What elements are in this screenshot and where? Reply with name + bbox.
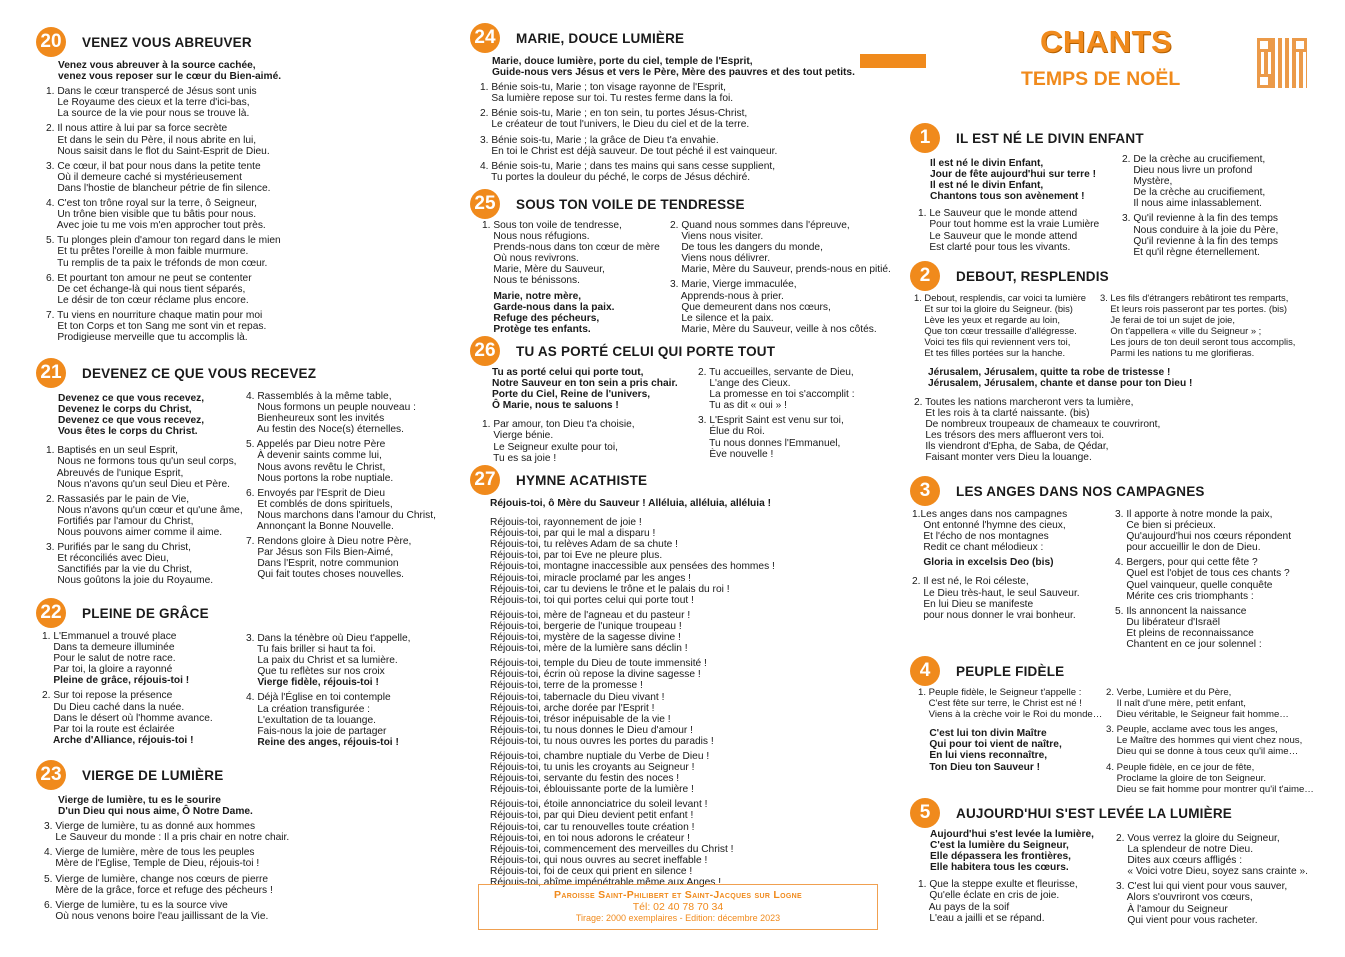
verse: 3. Qu'il revienne à la fin des temps Nous conduire à la joie du Père, Qu'il revienne à la fin des temps Et qu'il règne éternellement. xyxy=(1122,213,1279,258)
song-2 xyxy=(910,260,1330,467)
qr-code-icon xyxy=(1257,38,1307,88)
verse: 2. De la crèche au crucifiement, Dieu nous livre un profond Mystère, De la crèche au crucifiement, Il nous aime inlassablement. xyxy=(1122,154,1266,210)
verse: 2. Sur toi repose la présence Du Dieu caché dans la nuée. Dans le désert où l'homme avance. Par toi la route est éclairée xyxy=(42,690,213,735)
verse: 7. Tu viens en nourriture chaque matin pour moi Et ton Corps et ton Sang me sont vin et repas. Prodigieuse merveille que tu accomplis là. xyxy=(46,309,267,344)
song-number: 24 xyxy=(470,23,500,53)
verse: 2. Vous verrez la gloire du Seigneur, La splendeur de notre Dieu. Dites aux cœurs affligés : « Voici votre Dieu, soyez sans crainte ». xyxy=(1116,833,1308,878)
refrain: Reine des anges, réjouis-toi ! xyxy=(246,736,399,748)
verse: Réjouis-toi, rayonnement de joie ! Réjouis-toi, par qui le mal a disparu ! Réjouis-toi, tu relèves Adam de sa chute ! Réjouis-toi, par toi Eve ne pleure plus. Réjouis-toi, montagne inaccessible aux pensées des hommes ! Réjouis-toi, miracle proclamé par les anges ! Réjouis-toi, car tu deviens le trône et le palais du roi ! Réjouis-toi, toi qui portes celui qui porte tout ! xyxy=(490,517,775,606)
verse: 3. Les fils d'étrangers rebâtiront tes remparts, Et leurs rois passeront par tes portes. (bis) Je ferai de toi un sujet de joie, On t'appellera « ville du Seigneur » ; Les jours de ton deuil seront tous accomplis, Parmi les nations tu me glorifieras. xyxy=(1100,292,1296,359)
song-title: AUJOURD'HUI S'EST LEVÉE LA LUMIÈRE xyxy=(956,805,1232,821)
verse: 1. Que la steppe exulte et fleurisse, Qu'elle éclate en cris de joie. Au pays de la soif L'eau a jailli et se répand. xyxy=(918,879,1078,924)
song-number: 2 xyxy=(910,261,940,291)
song-number: 23 xyxy=(36,760,66,790)
verse: 5. Ils annoncent la naissance Du libérateur d'Israël Et pleins de reconnaissance Chantent en ce jour solennel : xyxy=(1115,605,1262,651)
song-3 xyxy=(910,475,1330,654)
refrain: Vierge fidèle, réjouis-toi ! xyxy=(246,677,379,689)
song-1 xyxy=(910,122,1320,262)
verse: 5. Appelés par Dieu notre Père À devenir saints comme lui, Nous avons revêtu le Christ, Nous portons la robe nuptiale. xyxy=(246,439,394,484)
song-26 xyxy=(470,335,890,468)
refrain: Il est né le divin Enfant, Jour de fête aujourd'hui sur terre ! Il est né le divin Enfant, Chantons tous son avènement ! xyxy=(930,158,1097,203)
song-number: 27 xyxy=(470,465,500,495)
verse: 2. Il nous attire à lui par sa force secrète Et dans le sein du Père, il nous abrite en lui, Nous saisit dans le flot du Saint-Esprit de Dieu. xyxy=(46,123,270,157)
verse: 3. Ce cœur, il bat pour nous dans la petite tente Où il demeure caché si mystérieusement Dans l'hostie de blancheur pétrie de fin silence. xyxy=(46,160,271,194)
refrain: Vierge de lumière, tu es le sourire D'un Dieu qui nous aime, Ô Notre Dame. xyxy=(58,795,253,818)
song-title: LES ANGES DANS NOS CAMPAGNES xyxy=(956,483,1205,499)
verse: 2. Toutes les nations marcheront vers ta lumière, Et les rois à ta clarté naissante. (bis) De nombreux troupeaux de chameaux te couvriront, Les trésors des mers afflueront vers toi. Ils viendront d'Epha, de Saba, de Qédar, Faisant monter vers Dieu la louange. xyxy=(914,396,1161,464)
verse: 6. Et pourtant ton amour ne peut se contenter De cet échange-là qui nous tient séparés, Le désir de ton cœur réclame plus encore. xyxy=(46,272,252,306)
song-20 xyxy=(36,26,446,347)
song-title: HYMNE ACATHISTE xyxy=(516,472,648,488)
verse: 3. Bénie sois-tu, Marie ; la grâce de Dieu t'a envahie. En toi le Christ est déjà sauveur. De tout péché il est vainqueur. xyxy=(480,134,778,157)
verse: 5. Tu plonges plein d'amour ton regard dans le mien Et tu prêtes l'oreille à mon faible murmure. Tu remplis de ta paix le tréfonds de mon cœur. xyxy=(46,235,281,269)
verse: Réjouis-toi, temple du Dieu de toute immensité ! Réjouis-toi, écrin où repose la divine sagesse ! Réjouis-toi, terre de la promesse ! Réjouis-toi, tabernacle du Dieu vivant ! Réjouis-toi, arche dorée par l'Esprit ! Réjouis-toi, trésor inépuisable de la vie ! Réjouis-toi, tu nous donnes le Dieu d'amour ! Réjouis-toi, tu nous ouvres les portes du paradis ! xyxy=(490,658,714,747)
refrain: Marie, notre mère, Garde-nous dans la paix. Refuge des pécheurs, Protège tes enfants. xyxy=(493,290,615,335)
song-title: PEUPLE FIDÈLE xyxy=(956,663,1065,679)
verse: Réjouis-toi, mère de l'agneau et du pasteur ! Réjouis-toi, bergerie de l'unique troupeau ! Réjouis-toi, mystère de la sagesse divine ! Réjouis-toi, mère de la lumière sans déclin ! xyxy=(490,609,691,655)
verse: 2. Quand nous sommes dans l'épreuve, Viens nous visiter. De tous les dangers du monde, Viens nous délivrer. Marie, Mère du Sauveur, prends-nous en pitié. xyxy=(670,220,891,276)
song-4 xyxy=(910,655,1330,799)
song-title: MARIE, DOUCE LUMIÈRE xyxy=(516,30,685,46)
refrain: Aujourd'hui s'est levée la lumière, C'est la lumière du Seigneur, Elle dépassera les frontières, Elle habitera tous les cœurs. xyxy=(930,829,1094,874)
refrain: Gloria in excelsis Deo (bis) xyxy=(912,557,1054,569)
verse: 5. Vierge de lumière, change nos cœurs de pierre Mère de la grâce, force et refuge des pécheurs ! xyxy=(44,873,273,896)
verse: 1. Baptisés en un seul Esprit, Nous ne formons tous qu'un seul corps, Abreuvés de l'unique Esprit, Nous n'avons qu'un seul Dieu et Père. xyxy=(46,445,237,490)
page-subtitle: TEMPS DE NOËL xyxy=(1021,68,1181,90)
song-number: 20 xyxy=(36,27,66,57)
verse: 2. Tu accueilles, servante de Dieu, L'ange des Cieux. La promesse en toi s'accomplit : Tu as dit « oui » ! xyxy=(698,367,855,412)
verse: 6. Envoyés par l'Esprit de Dieu Et comblés de dons spirituels, Nous marchons dans l'amour du Christ, Annonçant la Bonne Nouvelle. xyxy=(246,487,436,533)
song-number: 21 xyxy=(36,358,66,388)
song-25 xyxy=(470,188,890,339)
verse: 4. Peuple fidèle, en ce jour de fête, Proclame la gloire de ton Seigneur. Dieu se fait homme pour montrer qu'il t'aime… xyxy=(1106,761,1314,795)
refrain: C'est lui ton divin Maître Qui pour toi vient de naître, En lui viens reconnaître, Ton Dieu ton Sauveur ! xyxy=(929,728,1062,773)
song-title: IL EST NÉ LE DIVIN ENFANT xyxy=(956,130,1144,146)
verse: 1. Bénie sois-tu, Marie ; ton visage rayonne de l'Esprit, Sa lumière repose sur toi. Tu restes ferme dans la foi. xyxy=(480,82,734,105)
song-24 xyxy=(470,22,880,187)
verse: 1. Dans le cœur transpercé de Jésus sont unis Le Royaume des cieux et la terre d'ici-bas, La source de la vie pour nous se trouve là. xyxy=(46,86,257,120)
song-number: 3 xyxy=(910,476,940,506)
verse: 2. Bénie sois-tu, Marie ; en ton sein, tu portes Jésus-Christ, Le créateur de tout l'univers, le Dieu du ciel et de la terre. xyxy=(480,108,750,131)
verse: 3. Dans la ténèbre où Dieu t'appelle, Tu fais briller si haut ta foi. La paix du Christ et sa lumière. Que tu reflètes sur nos croix xyxy=(246,633,411,678)
verse: 3. Il apporte à notre monde la paix, Ce bien si précieux. Qu'aujourd'hui nos cœurs répondent pour accueillir le don de Dieu. xyxy=(1115,509,1292,554)
verse: Réjouis-toi, chambre nuptiale du Verbe de Dieu ! Réjouis-toi, tu unis les croyants au Seigneur ! Réjouis-toi, servante du festin des noces ! Réjouis-toi, éblouissante porte de la lumière ! xyxy=(490,750,710,796)
refrain: Réjouis-toi, ô Mère du Sauveur ! Alléluia, alléluia, alléluia ! xyxy=(490,498,771,509)
song-22 xyxy=(36,597,456,752)
verse: 1. L'Emmanuel a trouvé place Dans ta demeure illuminée Pour le salut de notre race. Par toi, la gloire a rayonné xyxy=(42,631,177,676)
verse: 1. Le Sauveur que le monde attend Pour tout homme est la vraie Lumière Le Sauveur que le monde attend Est clarté pour tous les vivants. xyxy=(918,208,1100,253)
verse: 4. Rassemblés à la même table, Nous formons un peuple nouveau : Bienheureux sont les invités Au festin des Noce(s) éternelles. xyxy=(246,391,416,436)
verse: 2. Rassasiés par le pain de Vie, Nous n'avons qu'un cœur et qu'une âme, Fortifiés par l'amour du Christ, Nous pouvons aimer comme il aime. xyxy=(46,493,243,539)
verse: 3. C'est lui qui vient pour vous sauver, Alors s'ouvriront vos cœurs, À l'amour du Seigneur Qui vient pour vous racheter. xyxy=(1116,881,1288,926)
song-title: SOUS TON VOILE DE TENDRESSE xyxy=(516,196,745,212)
page-title: CHANTS xyxy=(1040,24,1173,59)
refrain: Marie, douce lumière, porte du ciel, temple de l'Esprit, Guide-nous vers Jésus et vers le Père, Mère des pauvres et des tout petits. xyxy=(492,56,855,79)
song-21 xyxy=(36,357,456,591)
song-number: 25 xyxy=(470,189,500,219)
verse: 1.Les anges dans nos campagnes Ont entonné l'hymne des cieux, Et l'écho de nos montagnes Redit ce chant mélodieux : xyxy=(912,509,1068,554)
verse: 4. Déjà l'Église en toi contemple La création transfigurée : L'exultation de ta louange. Fais-nous la joie de partager xyxy=(246,692,391,737)
song-number: 26 xyxy=(470,336,500,366)
verse: 3. Vierge de lumière, tu as donné aux hommes Le Sauveur du monde : Il a pris chair en notre chair. xyxy=(44,821,290,844)
refrain: Devenez ce que vous recevez, Devenez le corps du Christ, Devenez ce que vous recevez, Vous êtes le corps du Christ. xyxy=(58,393,205,438)
song-number: 1 xyxy=(910,123,940,153)
song-5 xyxy=(910,797,1330,930)
parish-name: Paroisse Saint-Philibert et Saint-Jacques sur Logne xyxy=(554,889,802,901)
verse: 1. Sous ton voile de tendresse, Nous nous réfugions. Prends-nous dans ton cœur de mère Où nous revivrons. Marie, Mère du Sauveur, Nous te bénissons. xyxy=(482,220,660,287)
song-title: VIERGE DE LUMIÈRE xyxy=(82,767,224,783)
verse: 4. C'est ton trône royal sur la terre, ô Seigneur, Un trône bien visible que tu bâtis pour nous. Avec joie tu me vois m'en approcher tout près. xyxy=(46,198,266,232)
verse: 4. Vierge de lumière, mère de tous les peuples Mère de l'Eglise, Temple de Dieu, réjouis-toi ! xyxy=(44,847,260,870)
song-title: VENEZ VOUS ABREUVER xyxy=(82,34,252,50)
song-title: DEBOUT, RESPLENDIS xyxy=(956,268,1109,284)
refrain: Pleine de grâce, réjouis-toi ! xyxy=(42,675,190,687)
song-number: 4 xyxy=(910,656,940,686)
verse: 4. Bénie sois-tu, Marie ; dans tes mains qui sans cesse supplient, Tu portes la douleur du péché, le corps de Jésus déchiré. xyxy=(480,160,776,183)
verse: 7. Rendons gloire à Dieu notre Père, Par Jésus son Fils Bien-Aimé, Dans l'Esprit, notre communion Qui fait toutes choses nouvelles. xyxy=(246,536,412,581)
refrain: Jérusalem, Jérusalem, quitte ta robe de tristesse ! Jérusalem, Jérusalem, chante et danse pour ton Dieu ! xyxy=(928,366,1193,389)
verse: Réjouis-toi, étoile annonciatrice du soleil levant ! Réjouis-toi, par qui Dieu devient petit enfant ! Réjouis-toi, car tu renouvelles toute création ! Réjouis-toi, en toi nous adorons le créateur ! Réjouis-toi, commencement des merveilles du Christ ! Réjouis-toi, qui nous ouvres au secret ineffable ! Réjouis-toi, foi de ceux qui prient en silence ! Réjouis-toi, abîme impénétrable même aux Anges ! xyxy=(490,799,734,888)
refrain: Venez vous abreuver à la source cachée, venez vous reposer sur le cœur du Bien-aimé. xyxy=(58,60,282,83)
verse: 1. Par amour, ton Dieu t'a choisie, Vierge bénie. Le Seigneur exulte pour toi, Tu es sa joie ! xyxy=(482,419,635,464)
song-title: TU AS PORTÉ CELUI QUI PORTE TOUT xyxy=(516,343,776,359)
verse: 1. Peuple fidèle, le Seigneur t'appelle : C'est fête sur terre, le Christ est né ! Viens à la crèche voir le Roi du monde… xyxy=(918,687,1103,721)
refrain: Arche d'Alliance, réjouis-toi ! xyxy=(42,734,194,746)
verse: 3. Marie, Vierge immaculée, Apprends-nous à prier. Que demeurent dans nos cœurs, Le silence et la paix. Marie, Mère du Sauveur, veille à nos côtés. xyxy=(670,279,877,335)
verse: 1. Debout, resplendis, car voici ta lumière Et sur toi la gloire du Seigneur. (bis) Lève les yeux et regarde au loin, Que ton cœur tressaille d'allégresse. Voici tes fils qui reviennent vers toi, Et tes filles portées sur la hanche. xyxy=(914,292,1086,359)
verse: 3. Purifiés par le sang du Christ, Et réconciliés avec Dieu, Sanctifiés par la vie du Christ, Nous goûtons la joie du Royaume. xyxy=(46,542,214,587)
verse: 3. Peuple, acclame avec tous les anges, Le Maître des hommes qui vient chez nous, Dieu qui se donne à tous ceux qu'il aime… xyxy=(1106,724,1303,758)
song-number: 22 xyxy=(36,598,66,628)
verse: 2. Verbe, Lumière et du Père, Il naît d'une mère, petit enfant, Dieu véritable, le Seigneur fait homme… xyxy=(1106,687,1289,721)
edition-info: Tirage: 2000 exemplaires - Edition: décembre 2023 xyxy=(575,913,781,923)
song-title: DEVENEZ CE QUE VOUS RECEVEZ xyxy=(82,365,317,381)
parish-phone: Tél: 02 40 78 70 34 xyxy=(632,901,724,913)
song-title: PLEINE DE GRÂCE xyxy=(82,605,209,621)
song-23 xyxy=(36,759,456,926)
song-number: 5 xyxy=(910,798,940,828)
refrain: Tu as porté celui qui porte tout, Notre Sauveur en ton sein a pris chair. Porte du Ciel, Reine de l'univers, Ô Marie, nous te saluons ! xyxy=(492,367,678,412)
verse: 4. Bergers, pour qui cette fête ? Quel est l'objet de tous ces chants ? Quel vainqueur, quelle conquête Mérite ces cris triomphants : xyxy=(1115,557,1290,602)
parish-footer xyxy=(478,884,878,930)
verse: 2. Il est né, le Roi céleste, Le Dieu très-haut, le seul Sauveur. En lui Dieu se manifeste pour nous donner le vrai bonheur. xyxy=(912,576,1080,621)
verse: 3. L'Esprit Saint est venu sur toi, Élue du Roi. Tu nous donnes l'Emmanuel, Ève nouvelle ! xyxy=(698,415,844,460)
song-27 xyxy=(470,464,880,892)
verse: 6. Vierge de lumière, tu es la source vive Où nous venons boire l'eau jaillissant de la Vie. xyxy=(44,899,269,922)
